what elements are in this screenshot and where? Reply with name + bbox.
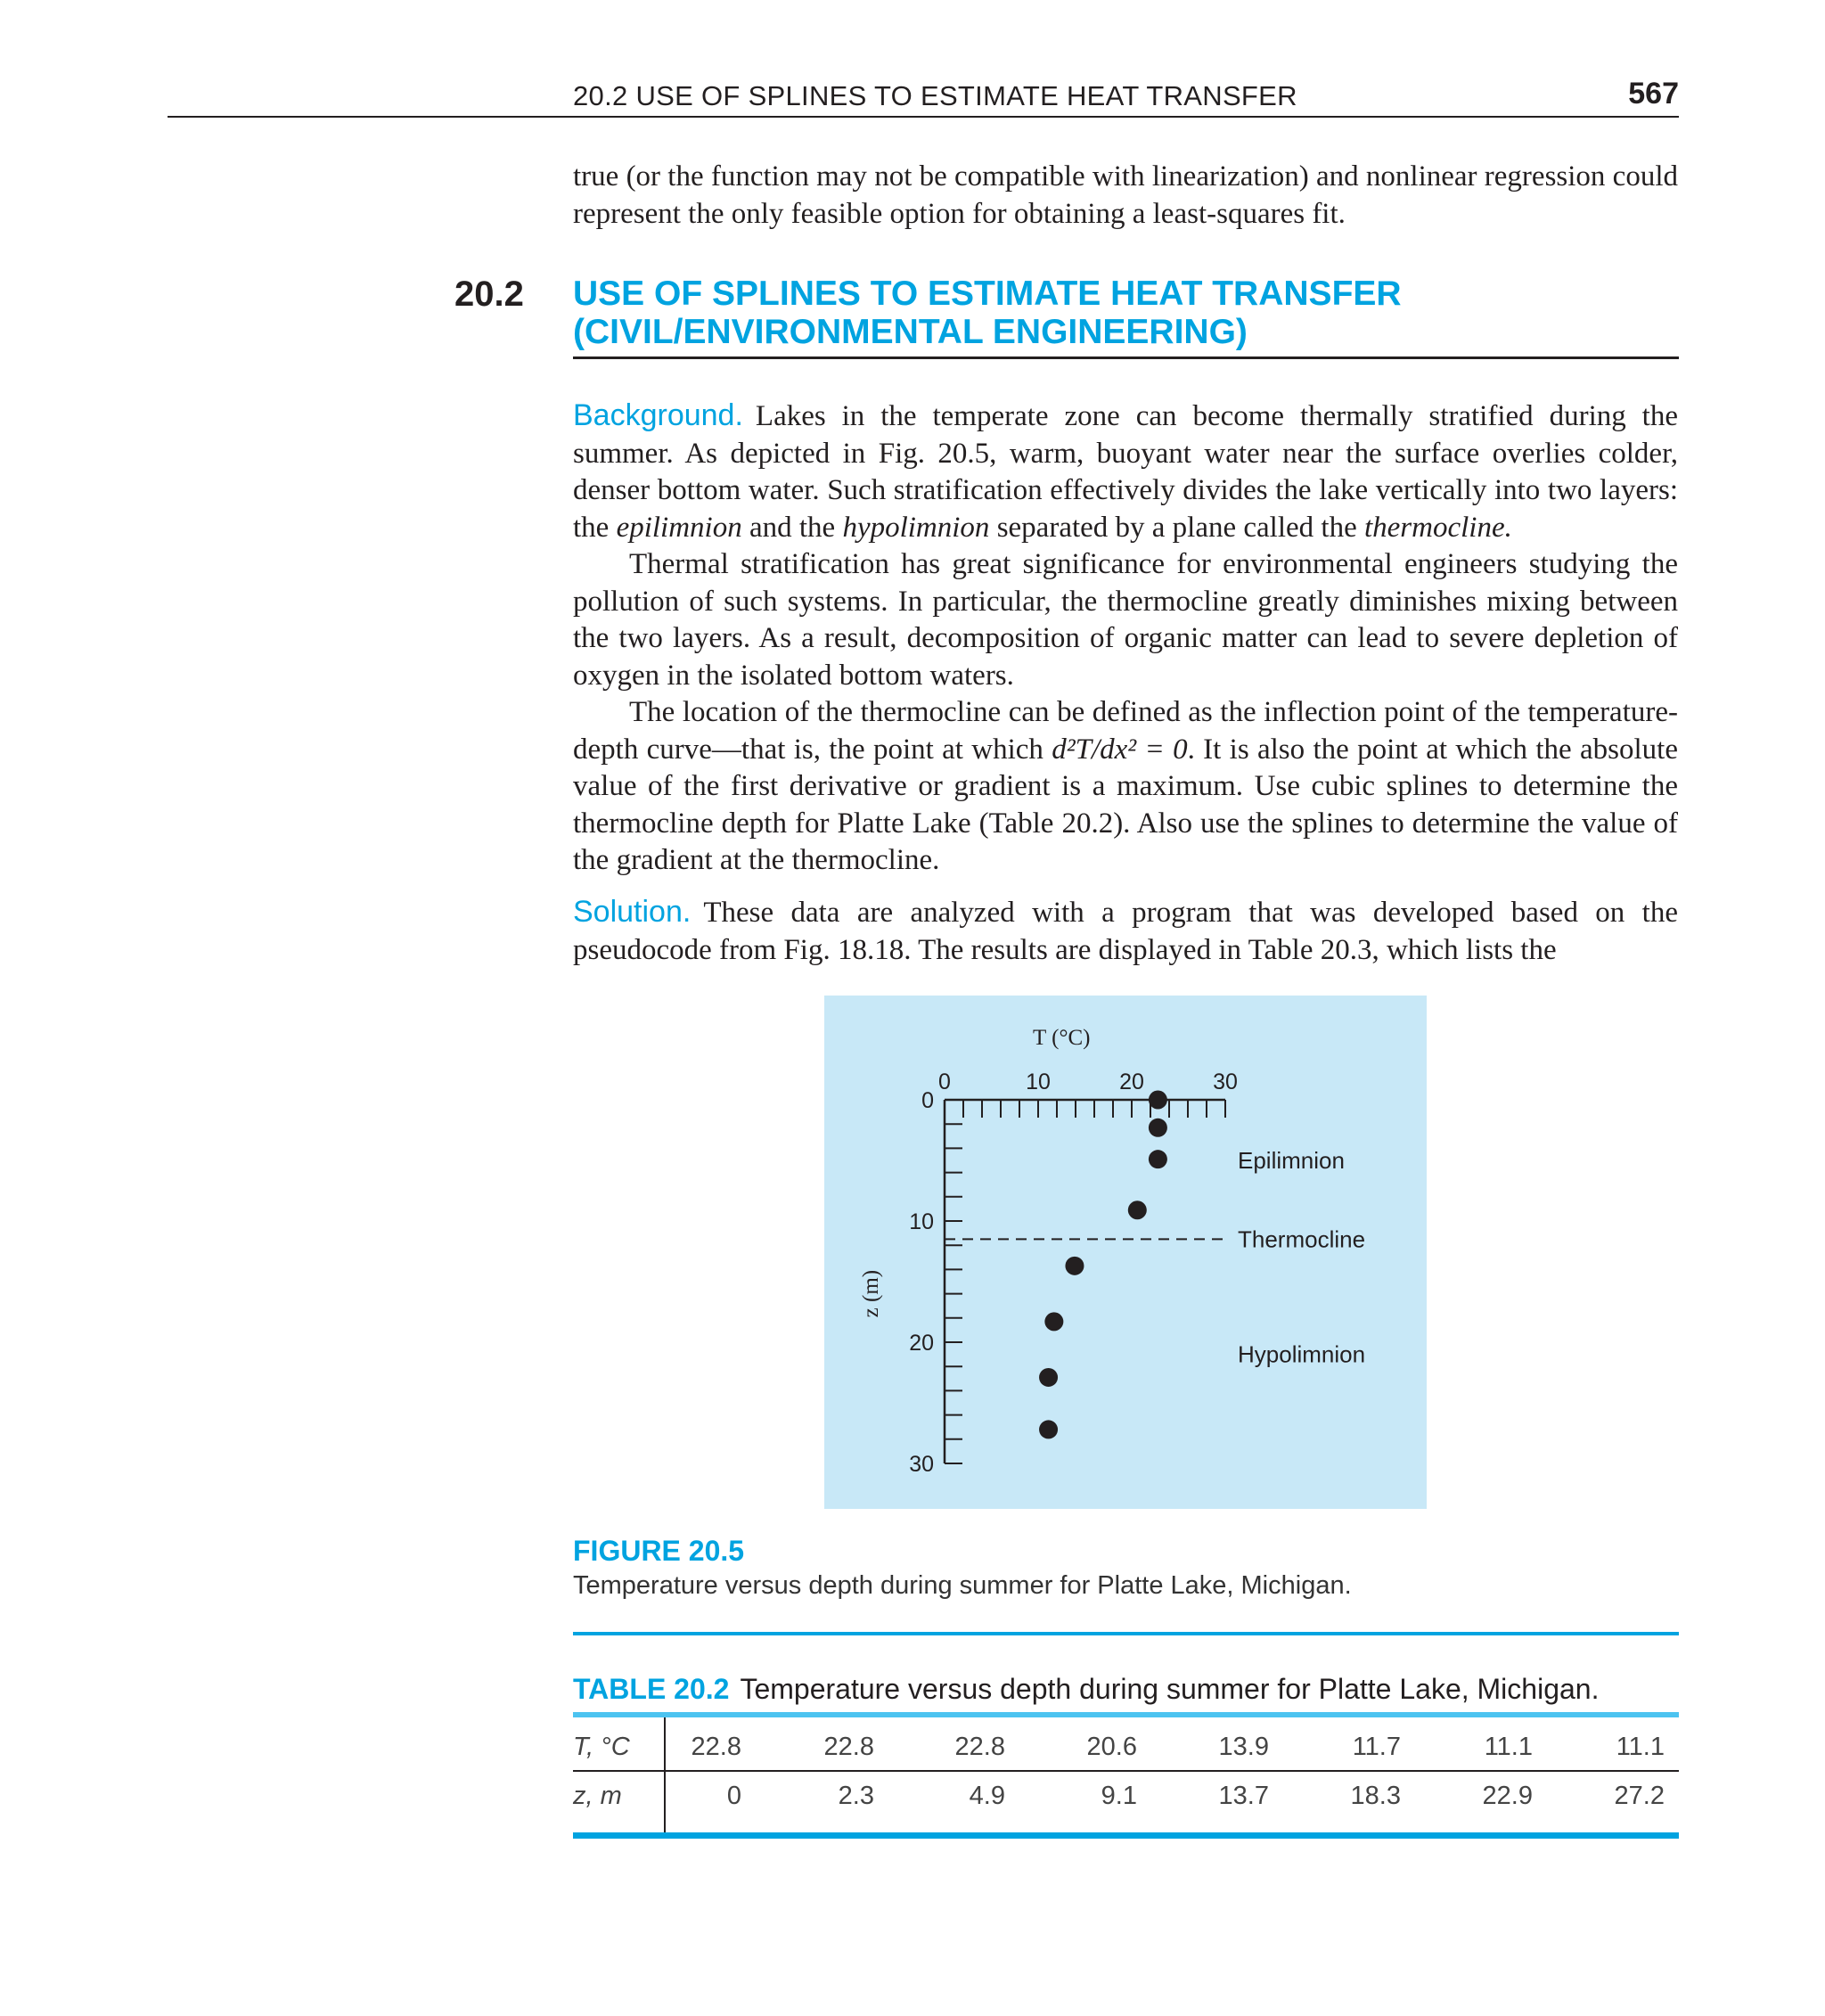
table-cell: 22.8	[691, 1733, 741, 1761]
table-cell: 20.6	[1086, 1733, 1137, 1761]
section-title-line2: (CIVIL/ENVIRONMENTAL ENGINEERING)	[573, 313, 1248, 351]
table-bottom-rule	[573, 1832, 1679, 1839]
x-axis-title: T (°C)	[1033, 1026, 1091, 1050]
intro-paragraph	[573, 159, 1678, 233]
solution-label: Solution.	[573, 895, 692, 929]
section-title-line1: USE OF SPLINES TO ESTIMATE HEAT TRANSFER	[573, 275, 1402, 313]
section-number: 20.2	[454, 275, 524, 314]
data-point	[1039, 1420, 1058, 1438]
table-title-text: Temperature versus depth during summer for Platte Lake, Michigan.	[740, 1673, 1600, 1705]
x-tick-label: 0	[938, 1069, 951, 1094]
background-paragraph-3	[573, 694, 1678, 880]
background-text-b: and the	[741, 511, 843, 544]
annotation-hypolimnion: Hypolimnion	[1238, 1340, 1366, 1368]
section-title	[573, 275, 1678, 351]
data-point	[1128, 1201, 1147, 1219]
background-paragraph-2: Thermal stratification has great significance for environmental engineers studying the pollution of such systems. In particular, the thermocline greatly diminishes mixing between the two layers. As a result, decomposition of organic matter can lead to severe depletion of oxygen in the isolated bottom waters.	[573, 548, 1678, 692]
table-title	[573, 1673, 1599, 1706]
term-thermocline: thermocline.	[1363, 511, 1512, 544]
background-block	[573, 397, 1678, 880]
term-epilimnion: epilimnion	[616, 511, 742, 544]
data-point	[1044, 1312, 1063, 1331]
table-row-header: T, °C	[573, 1733, 630, 1761]
table-cell: 27.2	[1614, 1782, 1665, 1810]
table-cell: 22.9	[1482, 1782, 1533, 1810]
table-cell: 11.7	[1352, 1733, 1401, 1761]
background-text-c: separated by a plane called the	[989, 511, 1364, 544]
header-rule	[168, 116, 1679, 118]
data-point	[1039, 1368, 1058, 1387]
solution-text: These data are analyzed with a program that was developed based on the pseudocode from Fig. 18.18. The results are displayed in Table 20.3, which lists the	[573, 897, 1678, 966]
depth-temperature-chart	[824, 996, 1427, 1509]
table-cell: 13.9	[1218, 1733, 1269, 1761]
data-point	[1149, 1091, 1167, 1110]
table-cell: 4.9	[969, 1782, 1005, 1810]
data-point	[1065, 1257, 1084, 1275]
y-tick-label: 20	[909, 1331, 934, 1356]
y-axis-title: z (m)	[859, 1269, 883, 1318]
table-mid-rule	[573, 1770, 1679, 1772]
x-tick-label: 20	[1119, 1069, 1144, 1094]
data-point	[1149, 1119, 1167, 1137]
intro-text: true (or the function may not be compatible with linearization) and nonlinear regression could represent the only feasible option for obtaining a least-squares fit.	[573, 160, 1678, 230]
table-top-rule	[573, 1712, 1679, 1717]
annotation-thermocline: Thermocline	[1238, 1225, 1366, 1253]
data-point	[1149, 1150, 1167, 1168]
background-p3-text-a: The location of the thermocline can be defined as the inflection point of the temperature-depth curve—that is, the point at which	[573, 696, 1678, 766]
annotation-epilimnion: Epilimnion	[1238, 1147, 1345, 1174]
section-rule	[573, 356, 1679, 359]
solution-paragraph	[573, 894, 1678, 969]
table-cell: 11.1	[1484, 1733, 1533, 1761]
background-p3-text-b: . It is also the point at which the absolute value of the first derivative or gradient is a maximum. Use cubic splines to determine the thermocline depth for Platte Lake (Table 20.2). Also use the splines to determine the value of the gradient at the thermocline.	[573, 733, 1678, 876]
x-tick-label: 30	[1213, 1069, 1238, 1094]
x-tick-label: 10	[1026, 1069, 1051, 1094]
background-label: Background.	[573, 398, 743, 432]
background-paragraph-1	[573, 397, 1678, 546]
solution-block	[573, 894, 1678, 969]
figure-label: FIGURE 20.5	[573, 1535, 745, 1567]
figure-caption: Temperature versus depth during summer for Platte Lake, Michigan.	[573, 1571, 1352, 1600]
table-cell: 22.8	[954, 1733, 1005, 1761]
figure-panel	[824, 996, 1427, 1509]
table-cell: 22.8	[823, 1733, 874, 1761]
running-head: 20.2 USE OF SPLINES TO ESTIMATE HEAT TRANSFER	[573, 80, 1297, 111]
table-cell: 0	[726, 1782, 741, 1810]
y-tick-label: 10	[909, 1209, 934, 1234]
background-text-a: Lakes in the temperate zone can become thermally stratified during the summer. As depicted in Fig. 20.5, warm, buoyant water near the surface overlies colder, denser bottom water. Such stratification effectively divides the lake vertically into two layers: the	[573, 400, 1678, 544]
inflection-equation: d²T/dx² = 0	[1052, 733, 1188, 766]
table-cell: 2.3	[838, 1782, 874, 1810]
table-row-header: z, m	[573, 1782, 622, 1810]
table-cell: 9.1	[1101, 1782, 1137, 1810]
caption-rule	[573, 1632, 1679, 1635]
table-cell: 13.7	[1218, 1782, 1269, 1810]
table-cell: 18.3	[1350, 1782, 1401, 1810]
table-label: TABLE 20.2	[573, 1673, 730, 1705]
term-hypolimnion: hypolimnion	[842, 511, 990, 544]
page-number: 567	[1628, 77, 1679, 111]
table-cell: 11.1	[1616, 1733, 1665, 1761]
y-tick-label: 0	[921, 1088, 934, 1113]
y-tick-label: 30	[909, 1452, 934, 1477]
